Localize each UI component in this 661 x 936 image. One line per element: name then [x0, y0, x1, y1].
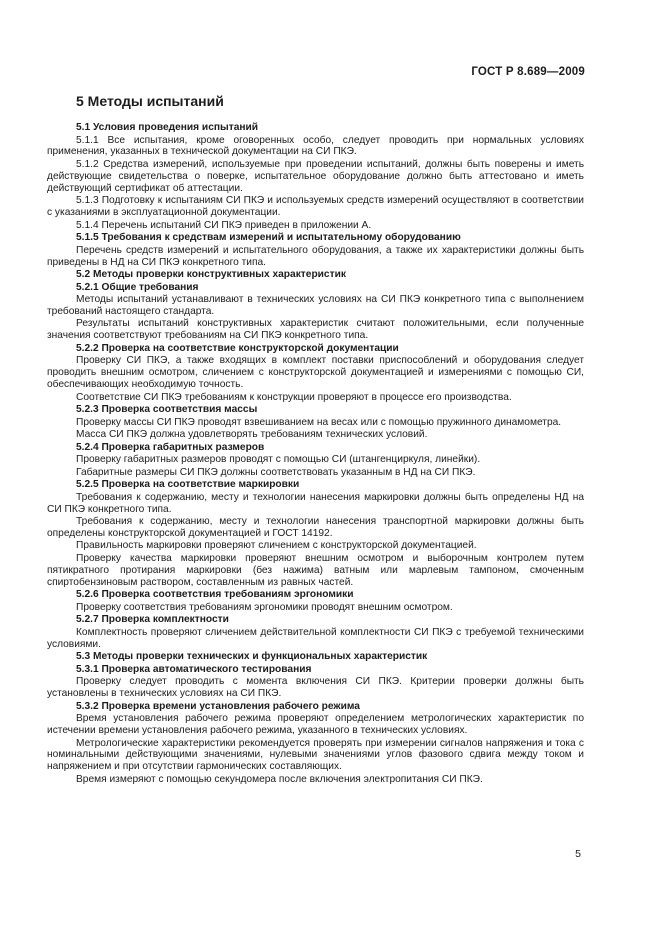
subsection-heading: 5.2.4 Проверка габаритных размеров [76, 441, 265, 453]
subsection-heading: 5.2.1 Общие требования [76, 281, 199, 293]
subsection-heading: 5.2 Методы проверки конструктивных характеристик [76, 269, 346, 281]
paragraph: Комплектность проверяют сличением действительной комплектности СИ ПКЭ с требуемой техническими условиями. [47, 626, 584, 650]
paragraph: Проверку следует проводить с момента включения СИ ПКЭ. Критерии проверки должны быть установлены в технических условиях на СИ ПКЭ. [47, 676, 584, 700]
section-title: 5 Методы испытаний [76, 93, 224, 109]
paragraph: Метрологические характеристики рекомендуется проверять при измерении сигналов напряжения и тока с номинальными действующими значениями, нулевыми значениями углов фазового сдвига между током и напряжением и при отсутствии гармонических составляющих. [47, 737, 584, 773]
paragraph: Соответствие СИ ПКЭ требованиям к конструкции проверяют в процессе его производства. [76, 391, 512, 403]
subsection-heading: 5.2.7 Проверка комплектности [76, 614, 229, 626]
body-text [47, 122, 584, 786]
paragraph: Проверку габаритных размеров проводят с помощью СИ (штангенциркуля, линейки). [76, 454, 481, 466]
subsection-heading: 5.1 Условия проведения испытаний [76, 122, 259, 133]
paragraph: Требования к содержанию, месту и технологии нанесения маркировки должны быть определены НД на СИ ПКЭ конкретного типа. [47, 491, 584, 515]
subsection-heading: 5.3.2 Проверка времени установления рабочего режима [76, 700, 360, 712]
subsection-heading: 5.3 Методы проверки технических и функциональных характеристик [76, 651, 428, 663]
paragraph: Проверку качества маркировки проверяют внешним осмотром и выборочным контролем путем пятикратного протирания маркировки (без нажима) ватным или марлевым тампоном, смоченным спиртобензиновым раствором, составленным из равных частей. [47, 552, 584, 588]
paragraph: Габаритные размеры СИ ПКЭ должны соответствовать указанным в НД на СИ ПКЭ. [76, 466, 476, 478]
paragraph: 5.1.1 Все испытания, кроме оговоренных особо, следует проводить при нормальных условиях применения, указанных в технической документации на СИ ПКЭ. [47, 134, 584, 158]
subsection-heading: 5.1.5 Требования к средствам измерений и испытательному оборудованию [76, 232, 461, 244]
document-code: ГОСТ Р 8.689—2009 [471, 66, 585, 78]
page-number: 5 [575, 848, 581, 860]
paragraph: Время установления рабочего режима проверяют определением метрологических характеристик по истечении времени установления рабочего режима, указанного в технических условиях. [47, 713, 584, 736]
subsection-heading: 5.2.3 Проверка соответствия массы [76, 404, 258, 416]
paragraph: 5.1.4 Перечень испытаний СИ ПКЭ приведен в приложении А. [76, 219, 372, 231]
paragraph: Время измеряют с помощью секундомера после включения электропитания СИ ПКЭ. [76, 773, 483, 785]
subsection-heading: 5.3.1 Проверка автоматического тестирования [76, 663, 312, 675]
subsection-heading: 5.2.5 Проверка на соответствие маркировки [76, 479, 300, 491]
paragraph: 5.1.3 Подготовку к испытаниям СИ ПКЭ и используемых средств измерений осуществляют в соответствии с указаниями в эксплуатационной документации. [47, 195, 584, 219]
subsection-heading: 5.2.6 Проверка соответствия требованиям эргономики [76, 589, 354, 601]
paragraph: Результаты испытаний конструктивных характеристик считают положительными, если полученные значения соответствуют требованиям на СИ ПКЭ конкретного типа. [47, 318, 584, 342]
paragraph: Требования к содержанию, месту и технологии нанесения транспортной маркировки должны быть определены конструкторской документацией и ГОСТ 14192. [47, 516, 584, 539]
paragraph: Проверку соответствия требованиям эргономики проводят внешним осмотром. [76, 601, 453, 613]
paragraph: Правильность маркировки проверяют сличением с конструкторской документацией. [76, 540, 477, 552]
paragraph: Проверку СИ ПКЭ, а также входящих в комплект поставки приспособлений и оборудования следует проводить внешним осмотром, сличением с конструкторской документацией и измерениями с помощью СИ, обеспечивающих необходимую точность. [47, 355, 584, 391]
paragraph: 5.1.2 Средства измерений, используемые при проведении испытаний, должны быть поверены и иметь действующие свидетельства о поверке, испытательное оборудование должно быть аттестовано и иметь действующий сертификат об аттестации. [47, 158, 584, 194]
paragraph: Методы испытаний устанавливают в технических условиях на СИ ПКЭ конкретного типа с выполнением требований настоящего стандарта. [47, 294, 584, 317]
paragraph: Перечень средств измерений и испытательного оборудования, а также их характеристики должны быть приведены в НД на СИ ПКЭ конкретного типа. [47, 244, 584, 268]
paragraph: Масса СИ ПКЭ должна удовлетворять требованиям технических условий. [76, 429, 428, 441]
subsection-heading: 5.2.2 Проверка на соответствие конструкторской документации [76, 342, 399, 354]
paragraph: Проверку массы СИ ПКЭ проводят взвешиванием на весах или с помощью пружинного динамометра. [76, 416, 562, 428]
